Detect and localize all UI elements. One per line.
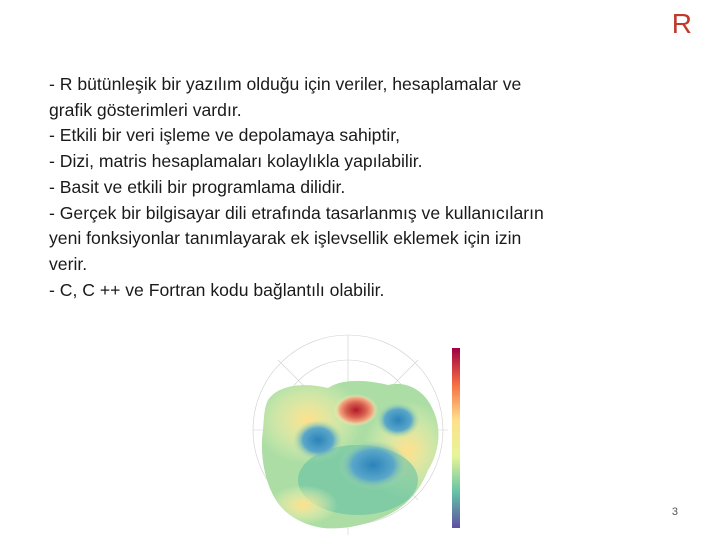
text-line: - Dizi, matris hesaplamaları kolaylıkla yapılabilir.: [49, 151, 423, 172]
text-line: yeni fonksiyonlar tanımlayarak ek işlevsellik eklemek için izin: [49, 228, 522, 249]
color-legend: [452, 348, 460, 528]
text-line: - Basit ve etkili bir programlama dilidir.: [49, 176, 346, 197]
slide-body-text: [49, 72, 689, 303]
text-line: - Etkili bir veri işleme ve depolamaya sahiptir,: [49, 125, 401, 146]
text-line: - R bütünleşik bir yazılım olduğu için veriler, hesaplamalar ve: [49, 74, 522, 94]
heatmap-figure: [248, 330, 472, 540]
text-line: verir.: [49, 253, 88, 274]
text-line: - Gerçek bir bilgisayar dili etrafında tasarlanmış ve kullanıcıların: [49, 202, 544, 223]
heatmap-image: [248, 330, 472, 540]
page-number: 3: [671, 506, 678, 518]
text-line: grafik gösterimleri vardır.: [49, 99, 242, 120]
text-line: - C, C ++ ve Fortran kodu bağlantılı olabilir.: [49, 279, 385, 300]
slide-title: R: [671, 8, 692, 39]
heatmap-surface: [248, 330, 472, 540]
